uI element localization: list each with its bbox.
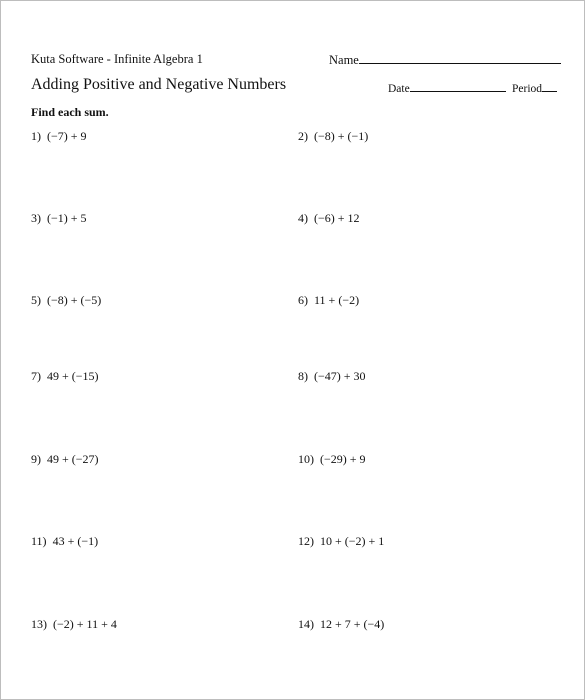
problem-11 <box>31 534 98 549</box>
name-field <box>329 52 561 68</box>
problem-10 <box>298 452 366 467</box>
problem-4 <box>298 211 360 226</box>
problem-number: 8) <box>298 369 308 383</box>
problem-number: 11) <box>31 534 47 548</box>
problem-expression: (−29) + 9 <box>320 452 366 466</box>
problem-number: 12) <box>298 534 314 548</box>
problem-9 <box>31 452 99 467</box>
period-line <box>542 80 557 92</box>
problem-number: 6) <box>298 293 308 307</box>
problem-number: 4) <box>298 211 308 225</box>
date-field <box>388 80 506 95</box>
date-line <box>410 80 506 92</box>
problem-number: 13) <box>31 617 47 631</box>
period-label: Period <box>512 83 543 95</box>
problem-8 <box>298 369 366 384</box>
problem-1 <box>31 129 87 144</box>
problem-number: 10) <box>298 452 314 466</box>
problem-number: 7) <box>31 369 41 383</box>
problem-expression: (−1) + 5 <box>47 211 87 225</box>
problem-number: 14) <box>298 617 314 631</box>
problem-expression: 12 + 7 + (−4) <box>320 617 385 631</box>
problem-number: 5) <box>31 293 41 307</box>
software-label: Kuta Software - Infinite Algebra 1 <box>31 52 203 66</box>
problem-2 <box>298 129 368 144</box>
problem-expression: 49 + (−15) <box>47 369 99 383</box>
problem-expression: (−2) + 11 + 4 <box>53 617 117 631</box>
problem-5 <box>31 293 101 308</box>
problem-expression: 49 + (−27) <box>47 452 99 466</box>
problem-expression: (−7) + 9 <box>47 129 87 143</box>
problem-7 <box>31 369 99 384</box>
problem-number: 1) <box>31 129 41 143</box>
problem-expression: 43 + (−1) <box>52 534 99 548</box>
problem-expression: 10 + (−2) + 1 <box>320 534 385 548</box>
instructions: Find each sum. <box>31 105 109 119</box>
date-label: Date <box>388 83 410 95</box>
name-label: Name <box>329 53 359 67</box>
problem-number: 9) <box>31 452 41 466</box>
problem-expression: (−47) + 30 <box>314 369 366 383</box>
problem-number: 2) <box>298 129 308 143</box>
problem-14 <box>298 617 384 632</box>
problem-expression: (−8) + (−1) <box>314 129 369 143</box>
problem-6 <box>298 293 359 308</box>
worksheet-title: Adding Positive and Negative Numbers <box>31 76 287 93</box>
problem-expression: 11 + (−2) <box>314 293 360 307</box>
problem-expression: (−8) + (−5) <box>47 293 102 307</box>
name-line <box>359 52 561 64</box>
period-field <box>512 80 557 95</box>
problem-expression: (−6) + 12 <box>314 211 360 225</box>
problem-12 <box>298 534 384 549</box>
problem-13 <box>31 617 117 632</box>
problem-number: 3) <box>31 211 41 225</box>
problem-3 <box>31 211 87 226</box>
